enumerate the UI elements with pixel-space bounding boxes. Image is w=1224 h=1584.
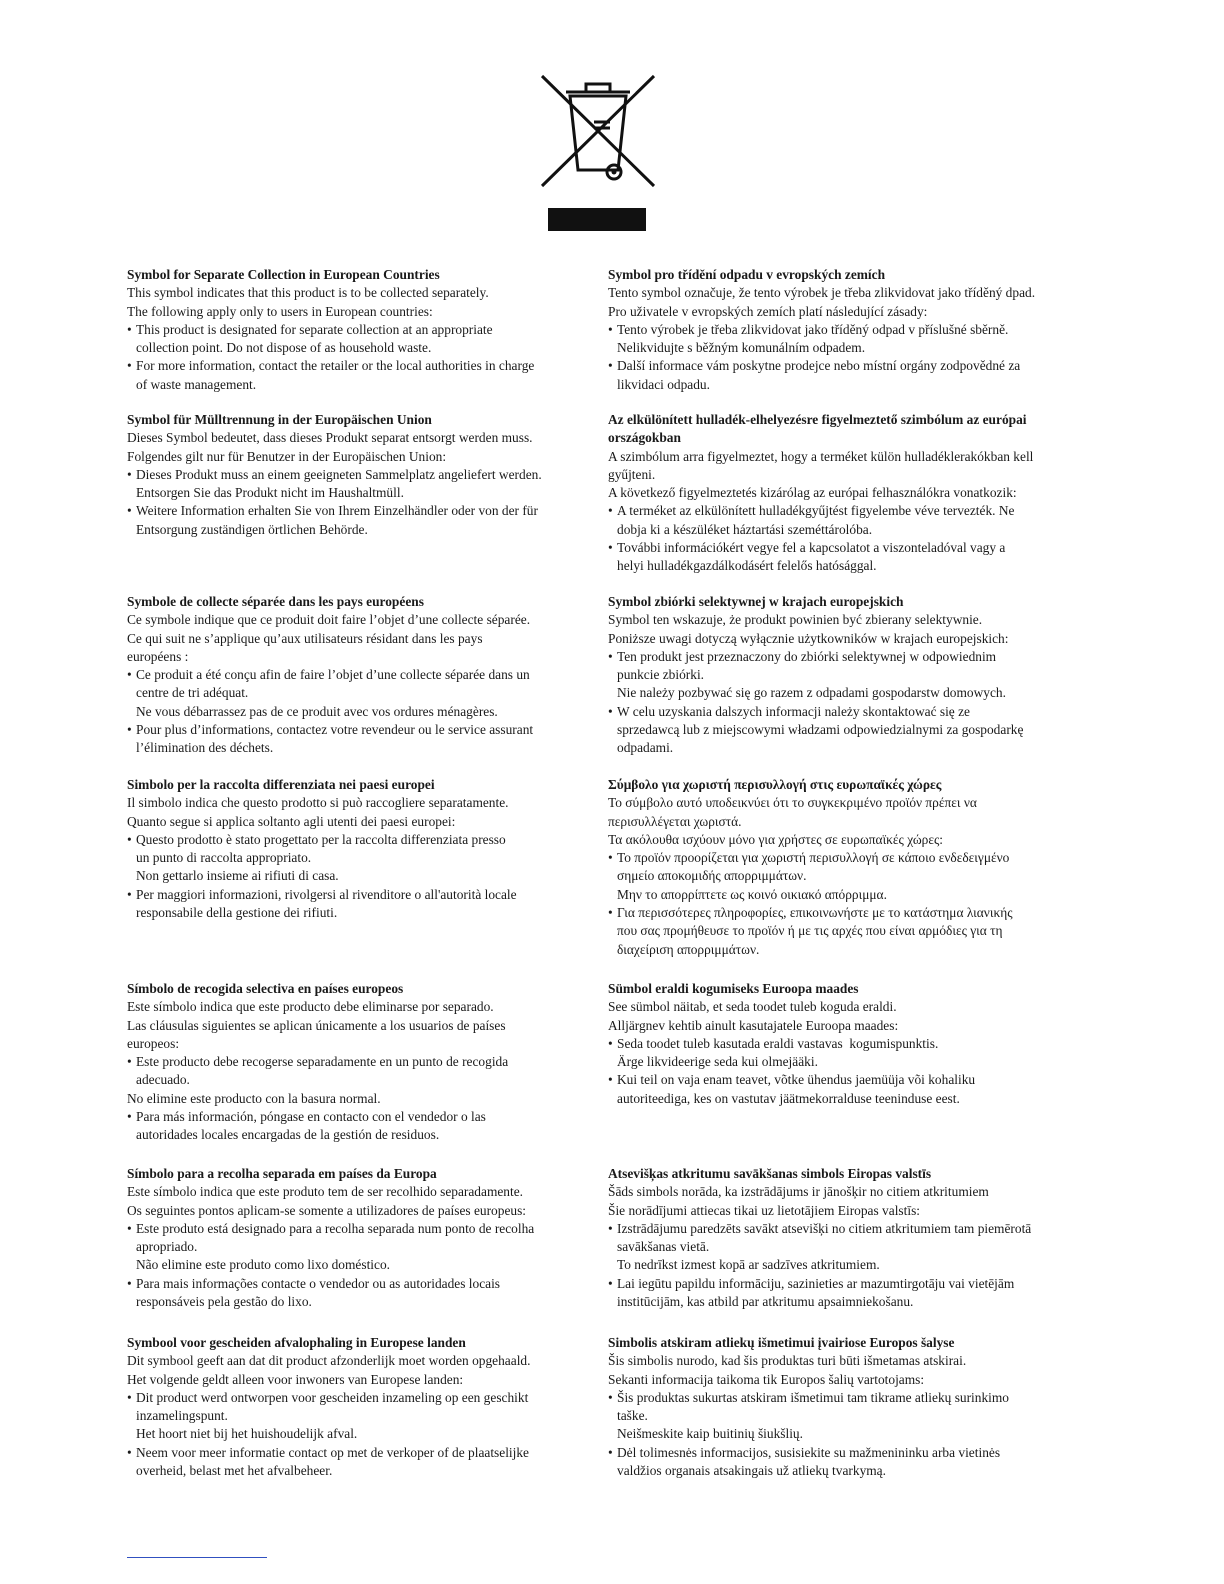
section-title: Symbole de collecte séparée dans les pays européens — [127, 594, 424, 609]
text-line: collection point. Do not dispose of as household waste. — [136, 340, 432, 356]
section-title: Symbol zbiórki selektywnej w krajach europejskich — [608, 594, 904, 609]
section-title: Símbolo de recogida selectiva en países europeos — [127, 981, 404, 996]
bullet-line: • Το προϊόν προορίζεται για χωριστή περισυλλογή σε κάποιο ενδεδειγμένο — [608, 849, 1078, 867]
bullet-line: • További információkért vegye fel a kapcsolatot a viszonteladóval vagy a — [608, 539, 1078, 557]
text-line: inzamelingspunt. — [136, 1408, 228, 1424]
bullet-line: • A terméket az elkülönített hulladékgyűjtést figyelembe véve tervezték. Ne — [608, 502, 1078, 520]
text-line: europeos: — [127, 1035, 180, 1051]
section-et — [608, 980, 1078, 1108]
bullet-line: • Questo prodotto è stato progettato per la raccolta differenziata presso — [127, 831, 597, 849]
text-line: διαχείριση απορριμμάτων. — [617, 941, 760, 957]
bullet-line: • Este produto está designado para a recolha separada num ponto de recolha — [127, 1220, 597, 1238]
text-line: σημείο αποκομιδής απορριμμάτων. — [617, 868, 807, 884]
text-line: To nedrīkst izmest kopā ar sadzīves atkritumiem. — [617, 1257, 880, 1273]
text-line: punkcie zbiórki. — [617, 667, 705, 683]
text-line: Nelikvidujte s běžným komunálním odpadem. — [617, 340, 866, 356]
section-it — [127, 776, 597, 922]
text-line: Nie należy pozbywać się go razem z odpadami gospodarstw domowych. — [617, 685, 1006, 701]
text-line: Quanto segue si applica soltanto agli utenti dei paesi europei: — [127, 813, 456, 829]
section-title: Simbolis atskiram atliekų išmetimui įvairiose Europos šalyse — [608, 1335, 955, 1350]
text-line: Τα ακόλουθα ισχύουν μόνο για χρήστες σε ευρωπαϊκές χώρες: — [608, 831, 943, 847]
section-en — [127, 266, 597, 394]
section-title: Symbol pro třídění odpadu v evropských zemích — [608, 267, 886, 282]
text-line: Este símbolo indica que este producto debe eliminarse por separado. — [127, 999, 494, 1015]
text-line: Μην το απορρίπτετε ως κοινό οικιακό απόρριμμα. — [617, 886, 887, 902]
section-title: Symbol für Mülltrennung in der Europäischen Union — [127, 412, 432, 427]
text-line: Ce qui suit ne s’applique qu’aux utilisateurs résidant dans les pays — [127, 630, 483, 646]
text-line: Il simbolo indica che questo prodotto si può raccogliere separatamente. — [127, 795, 509, 811]
text-line: Neišmeskite kaip buitinių šiukšlių. — [617, 1426, 803, 1442]
section-el — [608, 776, 1078, 959]
text-line: overheid, belast met het afvalbeheer. — [136, 1463, 333, 1479]
bullet-line: • Weitere Information erhalten Sie von Ihrem Einzelhändler oder von der für — [127, 502, 597, 520]
text-line: Het hoort niet bij het huishoudelijk afval. — [136, 1426, 358, 1442]
text-line: institūcijām, kas atbild par atkritumu apsaimniekošanu. — [617, 1294, 914, 1310]
section-es — [127, 980, 597, 1145]
section-title: országokban — [608, 430, 681, 446]
text-line: responsáveis pela gestão do lixo. — [136, 1294, 312, 1310]
section-title: Símbolo para a recolha separada em países da Europa — [127, 1166, 437, 1181]
section-title: Atsevišķas atkritumu savākšanas simbols Eiropas valstīs — [608, 1166, 932, 1181]
text-line: Folgendes gilt nur für Benutzer in der Europäischen Union: — [127, 448, 447, 464]
text-line: européens : — [127, 648, 189, 664]
section-title: Symbol for Separate Collection in European Countries — [127, 267, 440, 282]
section-hu — [608, 411, 1078, 576]
text-line: Symbol ten wskazuje, że produkt powinien być zbierany selektywnie. — [608, 612, 983, 628]
bullet-line: • W celu uzyskania dalszych informacji należy skontaktować się ze — [608, 703, 1078, 721]
text-line: likvidaci odpadu. — [617, 376, 710, 392]
text-line: A következő figyelmeztetés kizárólag az európai felhasználókra vonatkozik: — [608, 485, 1017, 501]
black-bar — [548, 208, 646, 231]
text-line: Entsorgung zuständigen örtlichen Behörde. — [136, 521, 368, 537]
text-line: responsabile della gestione dei rifiuti. — [136, 905, 338, 921]
bullet-line: • Pour plus d’informations, contactez votre revendeur ou le service assurant — [127, 721, 597, 739]
bullet-line: • Για περισσότερες πληροφορίες, επικοινωνήστε με το κατάστημα λιανικής — [608, 904, 1078, 922]
bullet-line: • Lai iegūtu papildu informāciju, sazinieties ar mazumtirgotāju vai vietējām — [608, 1275, 1078, 1293]
text-line: Sekanti informacija taikoma tik Europos šalių vartotojams: — [608, 1371, 925, 1387]
text-line: apropriado. — [136, 1239, 198, 1255]
text-line: gyűjteni. — [608, 466, 656, 482]
bullet-line: • Para mais informações contacte o vendedor ou as autoridades locais — [127, 1275, 597, 1293]
text-line: Pro uživatele v evropských zemích platí následující zásady: — [608, 303, 928, 319]
text-line: Dit symbool geeft aan dat dit product afzonderlijk moet worden opgehaald. — [127, 1353, 531, 1369]
bullet-line: • Neem voor meer informatie contact op met de verkoper of de plaatselijke — [127, 1444, 597, 1462]
text-line: taške. — [617, 1408, 648, 1424]
section-title: Az elkülönített hulladék-elhelyezésre figyelmeztető szimbólum az európai — [608, 412, 1027, 427]
section-title: Simbolo per la raccolta differenziata nei paesi europei — [127, 777, 435, 792]
text-line: The following apply only to users in European countries: — [127, 303, 433, 319]
section-lt — [608, 1334, 1078, 1480]
text-line: valdžios organais atsakingais už atliekų tvarkymą. — [617, 1463, 886, 1479]
text-line: helyi hulladékgazdálkodásért felelős hatósággal. — [617, 558, 877, 574]
text-line: This symbol indicates that this product is to be collected separately. — [127, 285, 489, 301]
bullet-line: • Ten produkt jest przeznaczony do zbiórki selektywnej w odpowiednim — [608, 648, 1078, 666]
text-line: Entsorgen Sie das Produkt nicht im Haushaltmüll. — [136, 485, 404, 501]
bullet-line: • Per maggiori informazioni, rivolgersi al rivenditore o all'autorità locale — [127, 886, 597, 904]
bullet-line: • This product is designated for separate collection at an appropriate — [127, 321, 597, 339]
text-line: Šie norādījumi attiecas tikai uz lietotājiem Eiropas valstīs: — [608, 1202, 920, 1218]
bullet-line: • Ce produit a été conçu afin de faire l’objet d’une collecte séparée dans un — [127, 666, 597, 684]
footnote-rule — [127, 1557, 267, 1558]
crossed-out-wheelie-bin-icon — [538, 72, 658, 190]
text-line: autoridades locales encargadas de la gestión de residuos. — [136, 1127, 440, 1143]
text-line: of waste management. — [136, 376, 257, 392]
section-fr — [127, 593, 597, 758]
section-title: Sümbol eraldi kogumiseks Euroopa maades — [608, 981, 859, 996]
text-line: Las cláusulas siguientes se aplican únicamente a los usuarios de países — [127, 1017, 506, 1033]
bullet-line: • Další informace vám poskytne prodejce nebo místní orgány zodpovědné za — [608, 357, 1078, 375]
text-line: Το σύμβολο αυτό υποδεικνύει ότι το συγκεκριμένο προϊόν πρέπει να — [608, 795, 977, 811]
bullet-line: • Seda toodet tuleb kasutada eraldi vastavas kogumispunktis. — [608, 1035, 1078, 1053]
section-pt — [127, 1165, 597, 1311]
text-line: Poniższe uwagi dotyczą wyłącznie użytkowników w krajach europejskich: — [608, 630, 1009, 646]
section-nl — [127, 1334, 597, 1480]
text-line: sprzedawcą lub z miejscowymi władzami odpowiedzialnymi za gospodarkę — [617, 722, 1024, 738]
text-line: Ärge likvideerige seda kui olmejääki. — [617, 1054, 818, 1070]
section-cs — [608, 266, 1078, 394]
bullet-line: • Dieses Produkt muss an einem geeigneten Sammelplatz angeliefert werden. — [127, 466, 597, 484]
bullet-line: • Izstrādājumu paredzēts savākt atsevišķi no citiem atkritumiem tam piemērotā — [608, 1220, 1078, 1238]
section-de — [127, 411, 597, 539]
text-line: A szimbólum arra figyelmeztet, hogy a terméket külön hulladéklerakókban kell — [608, 448, 1034, 464]
text-line: Non gettarlo insieme ai rifiuti di casa. — [136, 868, 339, 884]
text-line: centre de tri adéquat. — [136, 685, 249, 701]
text-line: Šis simbolis nurodo, kad šis produktas turi būti išmetamas atskirai. — [608, 1353, 967, 1369]
bullet-line: • Para más información, póngase en contacto con el vendedor o las — [127, 1108, 597, 1126]
text-line: Dieses Symbol bedeutet, dass dieses Produkt separat entsorgt werden muss. — [127, 430, 533, 446]
bullet-line: • Dėl tolimesnės informacijos, susisiekite su mažmenininku arba vietinės — [608, 1444, 1078, 1462]
text-line: dobja ki a készüléket háztartási szeméttárolóba. — [617, 521, 873, 537]
text-line: adecuado. — [136, 1072, 190, 1088]
text-line: Ce symbole indique que ce produit doit faire l’objet d’une collecte séparée. — [127, 612, 531, 628]
text-line: l’élimination des déchets. — [136, 740, 274, 756]
text-line: un punto di raccolta appropriato. — [136, 850, 312, 866]
section-title: Symbool voor gescheiden afvalophaling in Europese landen — [127, 1335, 466, 1350]
text-line: Os seguintes pontos aplicam-se somente a utilizadores de países europeus: — [127, 1202, 527, 1218]
text-line: See sümbol näitab, et seda toodet tuleb koguda eraldi. — [608, 999, 897, 1015]
text-line: No elimine este producto con la basura normal. — [127, 1090, 381, 1106]
bullet-line: • For more information, contact the retailer or the local authorities in charge — [127, 357, 597, 375]
text-line: που σας προμήθευσε το προϊόν ή με τις αρχές που είναι αρμόδιες για τη — [617, 923, 1003, 939]
text-line: savākšanas vietā. — [617, 1239, 710, 1255]
text-line: Não elimine este produto como lixo doméstico. — [136, 1257, 390, 1273]
text-line: Alljärgnev kehtib ainult kasutajatele Euroopa maades: — [608, 1017, 899, 1033]
text-line: Ne vous débarrassez pas de ce produit avec vos ordures ménagères. — [136, 703, 498, 719]
bullet-line: • Dit product werd ontworpen voor gescheiden inzameling op een geschikt — [127, 1389, 597, 1407]
text-line: Šāds simbols norāda, ka izstrādājums ir jānošķir no citiem atkritumiem — [608, 1184, 989, 1200]
bullet-line: • Tento výrobek je třeba zlikvidovat jako tříděný odpad v příslušné sběrně. — [608, 321, 1078, 339]
text-line: περισυλλέγεται χωριστά. — [608, 813, 742, 829]
text-line: Tento symbol označuje, že tento výrobek je třeba zlikvidovat jako tříděný dpad. — [608, 285, 1036, 301]
bullet-line: • Este producto debe recogerse separadamente en un punto de recogida — [127, 1053, 597, 1071]
text-line: autoriteediga, kes on vastutav jäätmekorralduse teeninduse eest. — [617, 1090, 960, 1106]
section-lv — [608, 1165, 1078, 1311]
text-line: Este símbolo indica que este produto tem de ser recolhido separadamente. — [127, 1184, 524, 1200]
section-pl — [608, 593, 1078, 758]
section-title: Σύμβολο για χωριστή περισυλλογή στις ευρωπαϊκές χώρες — [608, 777, 942, 792]
text-line: Het volgende geldt alleen voor inwoners van Europese landen: — [127, 1371, 464, 1387]
bullet-line: • Šis produktas sukurtas atskiram išmetimui tam tikrame atliekų surinkimo — [608, 1389, 1078, 1407]
bullet-line: • Kui teil on vaja enam teavet, võtke ühendus jaemüüja või kohaliku — [608, 1071, 1078, 1089]
text-line: odpadami. — [617, 740, 674, 756]
